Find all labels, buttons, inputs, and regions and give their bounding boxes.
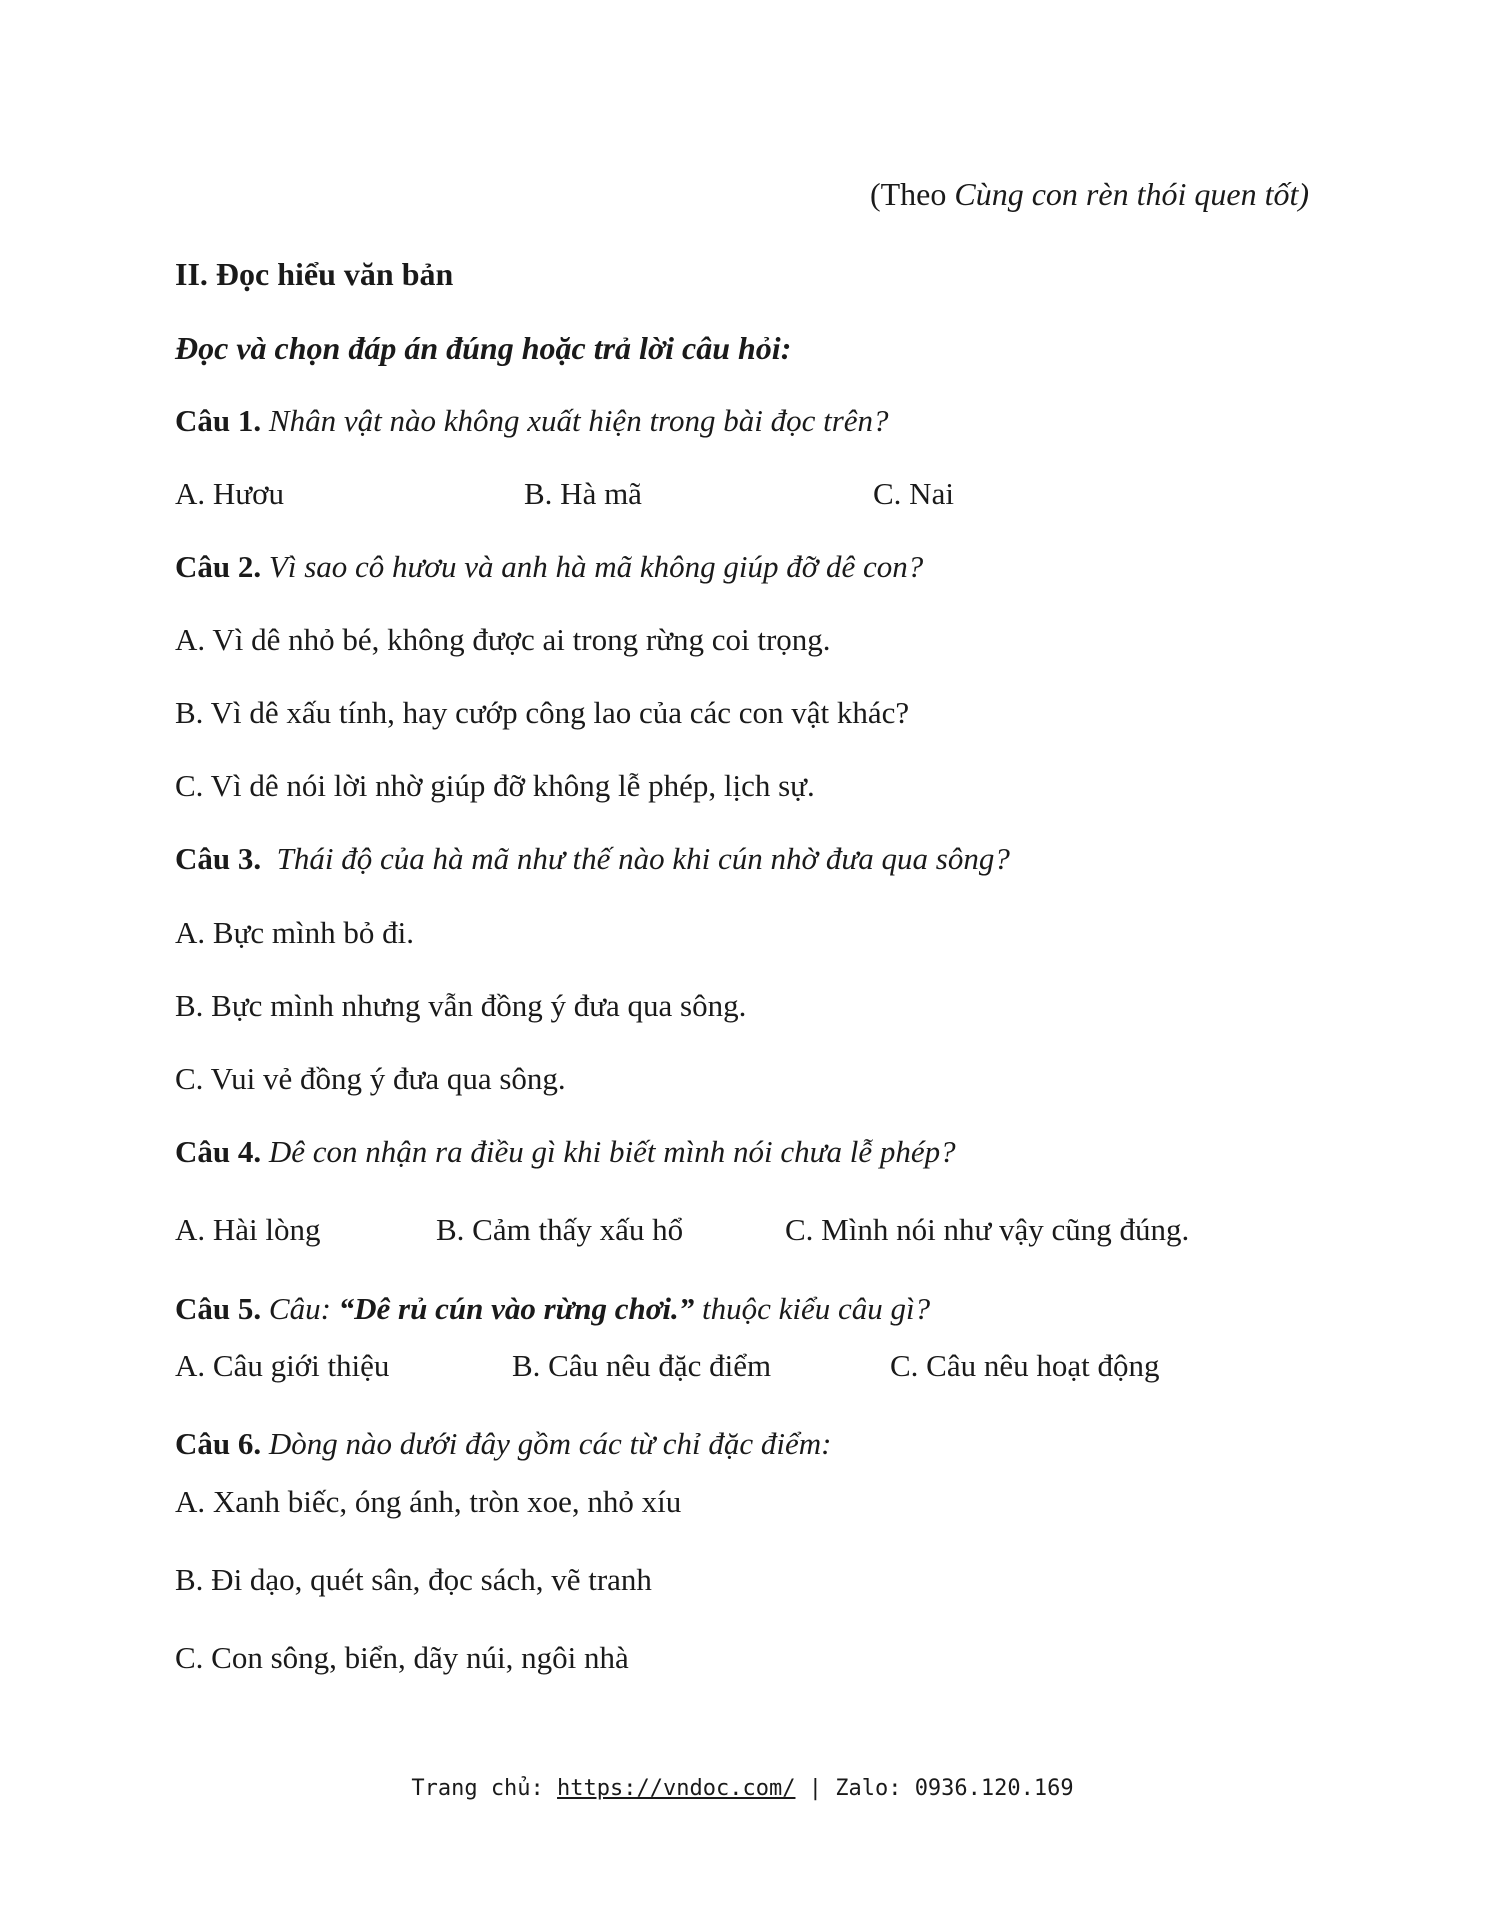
option-1a: A. Hươu xyxy=(175,476,284,511)
option-2a: A. Vì dê nhỏ bé, không được ai trong rừng coi trọng. xyxy=(175,622,831,657)
footer-separator: | xyxy=(795,1776,836,1801)
page-footer xyxy=(0,1774,1485,1804)
question-text-pre: Câu: xyxy=(268,1291,339,1326)
option-3c: C. Vui vẻ đồng ý đưa qua sông. xyxy=(175,1061,566,1096)
option-6c: C. Con sông, biển, dãy núi, ngôi nhà xyxy=(175,1640,629,1675)
option-4a: A. Hài lòng xyxy=(175,1212,321,1247)
footer-zalo: Zalo: 0936.120.169 xyxy=(835,1776,1074,1801)
footer-home-link[interactable]: https://vndoc.com/ xyxy=(557,1776,796,1801)
question-text-post: thuộc kiểu câu gì? xyxy=(694,1291,931,1326)
source-prefix: (Theo xyxy=(869,176,955,212)
question-label: Câu 1. xyxy=(175,403,262,438)
question-6 xyxy=(175,1424,832,1464)
section-heading: II. Đọc hiểu văn bản xyxy=(175,256,454,292)
question-text: Thái độ của hà mã như thế nào khi cún nhờ đưa qua sông? xyxy=(276,841,1010,876)
option-6b: B. Đi dạo, quét sân, đọc sách, vẽ tranh xyxy=(175,1562,652,1597)
question-label: Câu 4. xyxy=(175,1134,262,1169)
option-5a: A. Câu giới thiệu xyxy=(175,1348,390,1383)
question-quote: “Dê rủ cún vào rừng chơi.” xyxy=(338,1291,695,1326)
question-label: Câu 5. xyxy=(175,1291,262,1326)
option-2c: C. Vì dê nói lời nhờ giúp đỡ không lễ phép, lịch sự. xyxy=(175,768,815,803)
question-text: Vì sao cô hươu và anh hà mã không giúp đỡ dê con? xyxy=(268,549,924,584)
option-4b: B. Cảm thấy xấu hổ xyxy=(436,1212,684,1247)
option-5b: B. Câu nêu đặc điểm xyxy=(512,1348,772,1383)
question-label: Câu 6. xyxy=(175,1426,262,1461)
question-label: Câu 2. xyxy=(175,549,262,584)
option-4c: C. Mình nói như vậy cũng đúng. xyxy=(785,1212,1190,1247)
question-1 xyxy=(175,401,889,441)
option-3b: B. Bực mình nhưng vẫn đồng ý đưa qua sông. xyxy=(175,988,747,1023)
source-book-title: Cùng con rèn thói quen tốt) xyxy=(954,176,1309,212)
option-1c: C. Nai xyxy=(873,476,954,511)
footer-home-label: Trang chủ: xyxy=(411,1776,558,1801)
question-4 xyxy=(175,1132,956,1172)
question-5 xyxy=(175,1289,930,1329)
option-1b: B. Hà mã xyxy=(524,476,642,511)
option-5c: C. Câu nêu hoạt động xyxy=(890,1348,1160,1383)
option-3a: A. Bực mình bỏ đi. xyxy=(175,915,414,950)
question-text: Nhân vật nào không xuất hiện trong bài đọc trên? xyxy=(268,403,889,438)
instruction: Đọc và chọn đáp án đúng hoặc trả lời câu hỏi: xyxy=(175,330,792,366)
option-6a: A. Xanh biếc, óng ánh, tròn xoe, nhỏ xíu xyxy=(175,1484,682,1519)
question-3 xyxy=(175,839,1010,879)
question-text: Dòng nào dưới đây gồm các từ chỉ đặc điểm: xyxy=(268,1426,832,1461)
question-label: Câu 3. xyxy=(175,841,262,876)
option-2b: B. Vì dê xấu tính, hay cướp công lao của các con vật khác? xyxy=(175,695,910,730)
question-2 xyxy=(175,547,923,587)
source-citation xyxy=(870,174,1309,214)
question-text: Dê con nhận ra điều gì khi biết mình nói chưa lễ phép? xyxy=(268,1134,956,1169)
